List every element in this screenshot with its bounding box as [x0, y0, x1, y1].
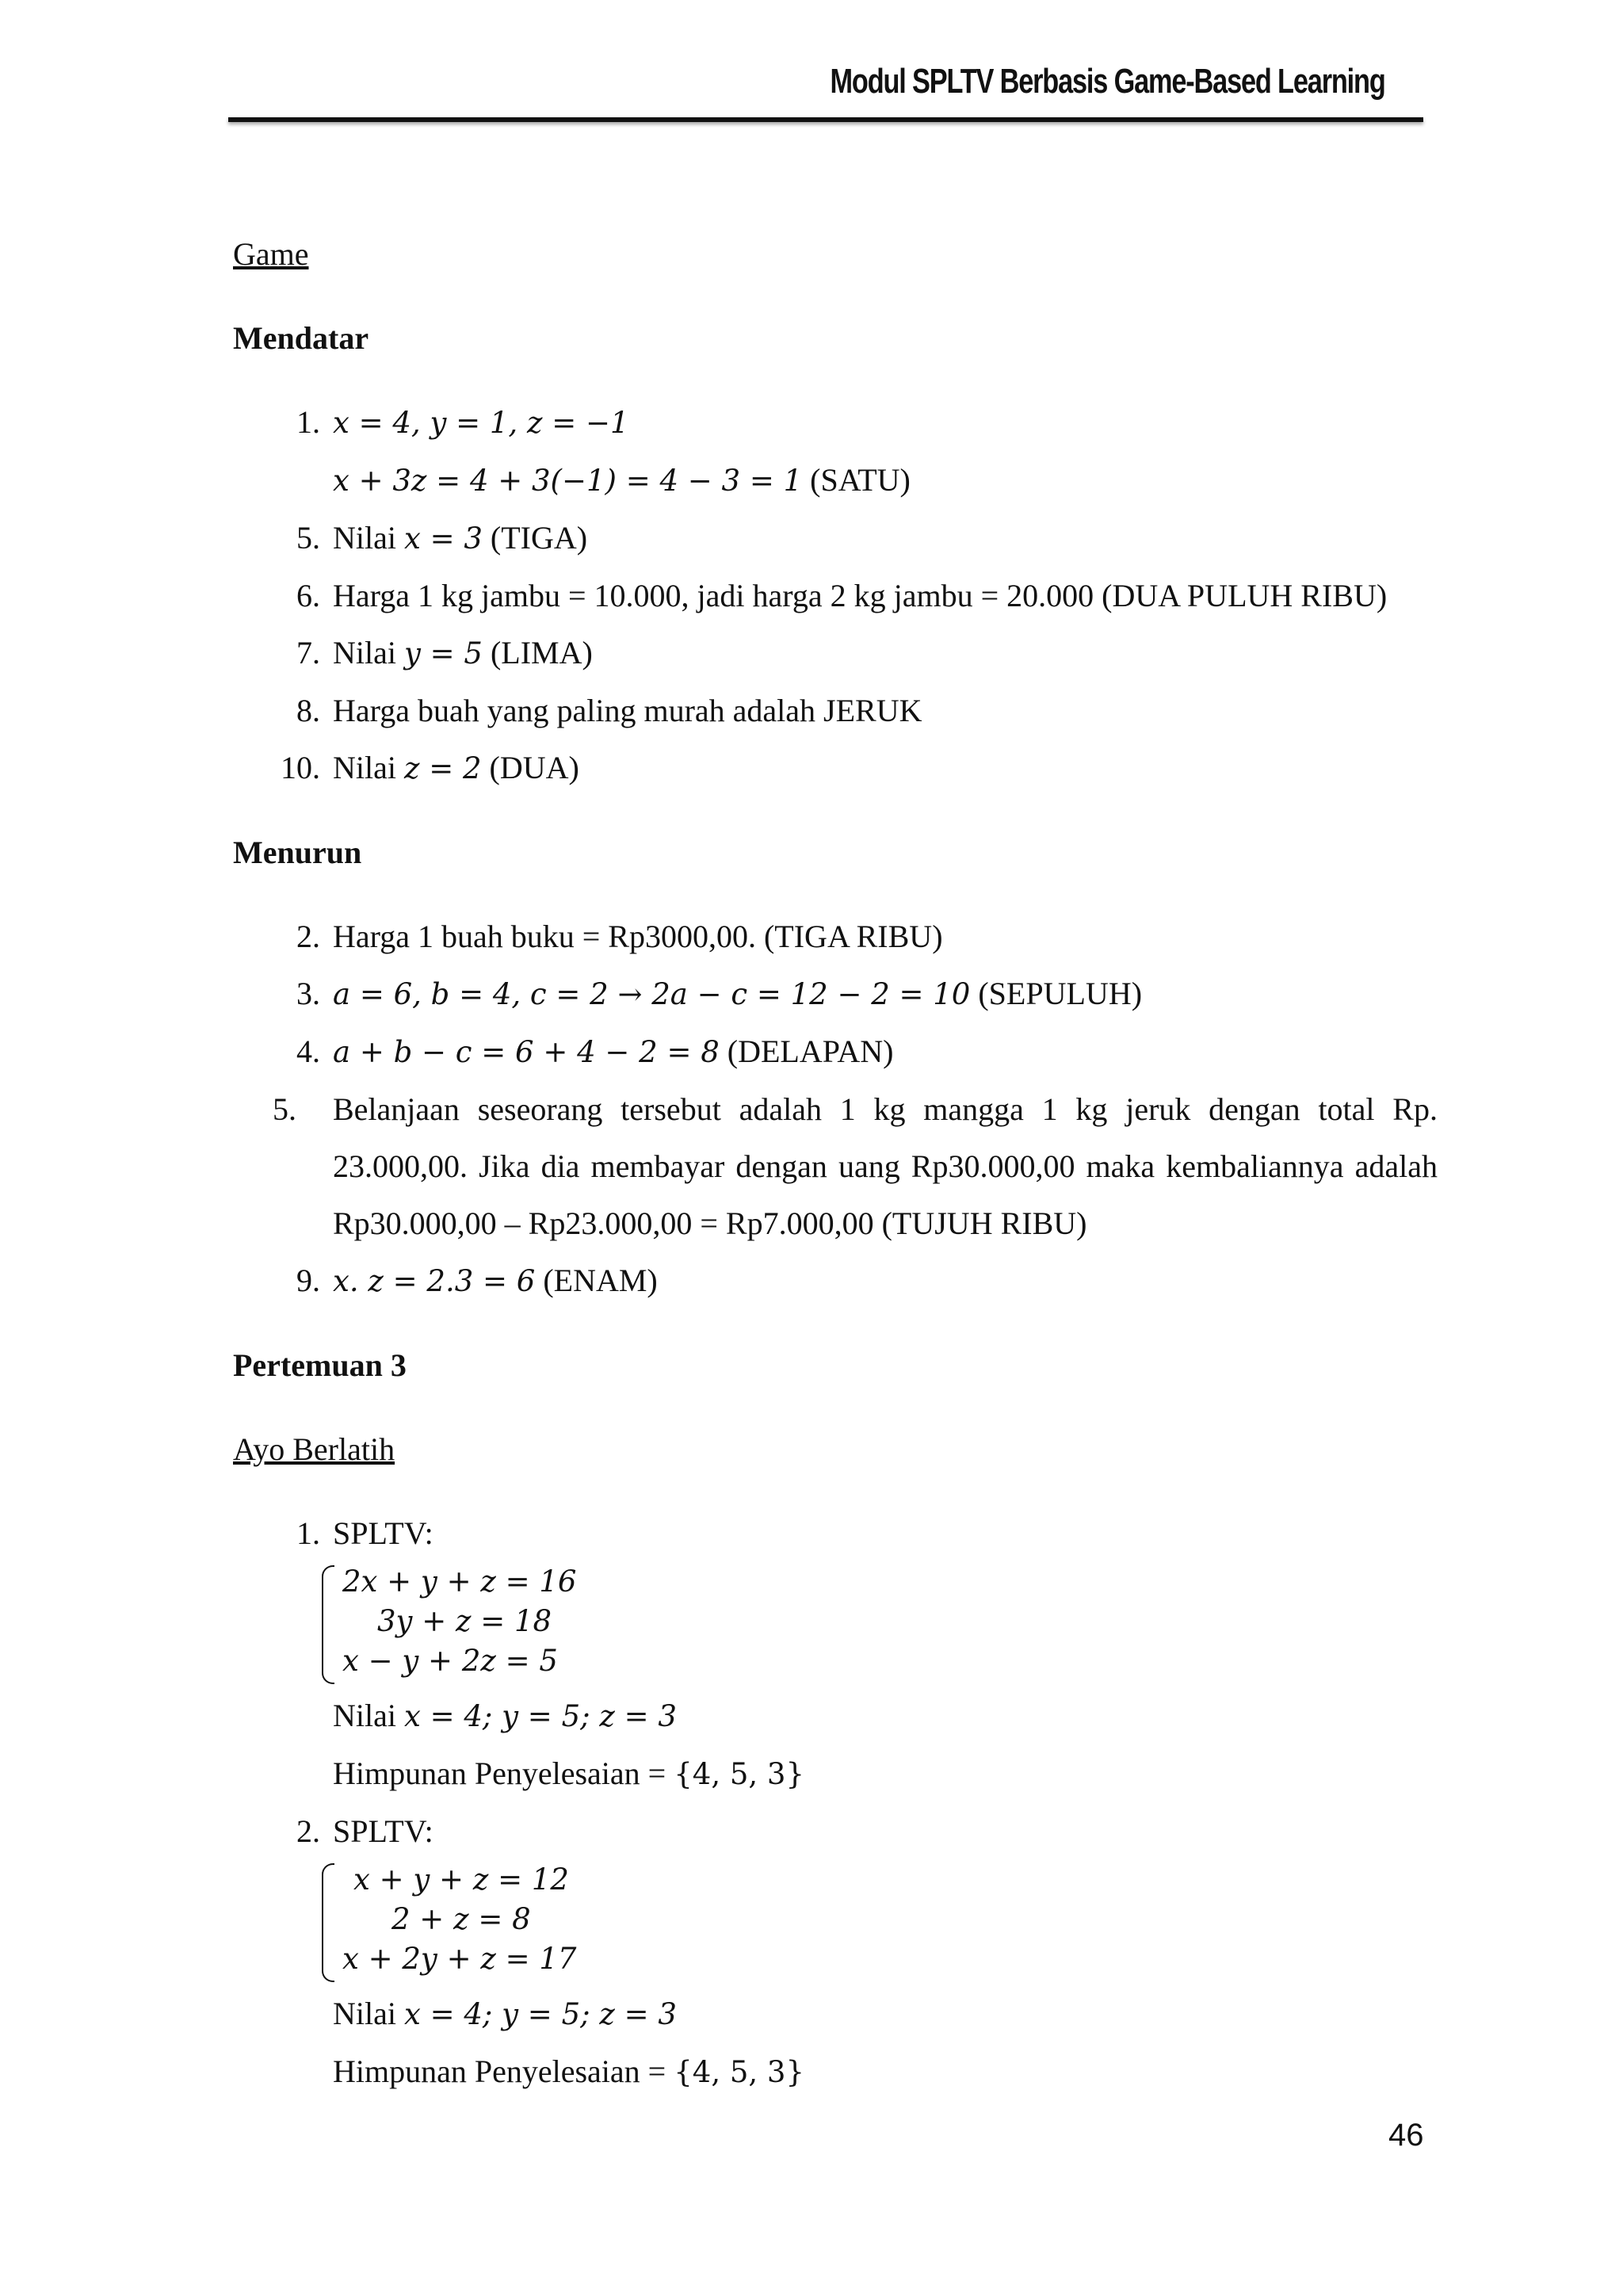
problem-label: SPLTV: [333, 1515, 433, 1551]
item-text: Harga 1 buah buku = Rp3000,00. (TIGA RIBU) [333, 919, 943, 954]
item-text: Belanjaan seseorang tersebut adalah 1 kg mangga 1 kg jeruk dengan total Rp. 23.000,00. Jika dia membayar dengan uang Rp30.000,00 maka kembaliannya adalah Rp30.000,00 – Rp23.000,00 = Rp7.000,00 (TUJUH RIBU) [333, 1091, 1438, 1241]
equation-row: x − y + 2z = 5 [342, 1644, 558, 1678]
problem-item [233, 1505, 1438, 1803]
item-text: Harga 1 kg jambu = 10.000, jadi harga 2 kg jambu = 20.000 (DUA PULUH RIBU) [333, 578, 1388, 613]
math-expression: x + 3z = 4 + 3(−1) = 4 − 3 = 1 [333, 464, 803, 498]
equation-row: x + y + z = 12 [353, 1862, 569, 1897]
list-item [233, 625, 1438, 682]
solution-set: {4, 5, 3} [674, 1757, 804, 1791]
list-item [233, 739, 1438, 797]
math-expression: x = 3 [403, 521, 483, 556]
answer-note: (SEPULUH) [970, 976, 1143, 1011]
list-item [233, 908, 1438, 965]
running-header: Modul SPLTV Berbasis Game-Based Learning [830, 62, 1385, 101]
nilai-label: Nilai [333, 1698, 404, 1733]
list-item [233, 567, 1438, 625]
list-item [233, 682, 1438, 739]
math-expression: z = 2 [403, 751, 482, 785]
list-item [233, 1252, 1438, 1310]
math-expression: x = 4, y = 1, z = −1 [333, 406, 629, 440]
item-number: 1. [296, 404, 320, 440]
item-number: 9. [296, 1263, 320, 1298]
item-text: Nilai [333, 520, 404, 556]
list-item [233, 965, 1438, 1023]
menurun-heading: Menurun [233, 835, 362, 870]
item-text: Harga buah yang paling murah adalah JERUK [333, 693, 922, 728]
equation-system [333, 1562, 1438, 1681]
item-number: 8. [296, 693, 320, 728]
list-item [233, 1081, 1438, 1252]
mendatar-list [233, 394, 1438, 797]
solution-set: {4, 5, 3} [674, 2055, 804, 2089]
item-number: 2. [296, 919, 320, 954]
solution-set-label: Himpunan Penyelesaian = [333, 2053, 674, 2089]
page-number: 46 [1388, 2118, 1424, 2153]
equation-row: 3y + z = 18 [377, 1604, 552, 1638]
item-number: 5. [273, 1091, 296, 1127]
item-text: Nilai [333, 750, 404, 785]
problem-label: SPLTV: [333, 1813, 433, 1849]
answer-note: (DUA) [481, 750, 579, 785]
item-number: 6. [296, 578, 320, 613]
answer-note: (ENAM) [535, 1263, 658, 1298]
item-number: 3. [296, 976, 320, 1011]
left-brace [322, 1863, 334, 1982]
ayo-berlatih-heading: Ayo Berlatih [233, 1431, 395, 1467]
item-number: 5. [296, 520, 320, 556]
math-expression: a + b − c = 6 + 4 − 2 = 8 [333, 1035, 720, 1069]
list-item [233, 510, 1438, 567]
item-number: 4. [296, 1033, 320, 1069]
header-rule [228, 117, 1423, 122]
equation-system [333, 1860, 1438, 1979]
item-number: 10. [281, 750, 320, 785]
math-expression: a = 6, b = 4, c = 2 → 2a − c = 12 − 2 = 10 [333, 977, 971, 1011]
answer-note: (LIMA) [482, 635, 593, 670]
mendatar-heading: Mendatar [233, 320, 369, 356]
list-item [233, 394, 1438, 510]
answer-note: (TIGA) [482, 520, 588, 556]
item-number: 7. [296, 635, 320, 670]
problem-item [233, 1803, 1438, 2101]
problem-list [233, 1505, 1438, 2101]
menurun-list [233, 908, 1438, 1310]
item-number: 2. [296, 1813, 320, 1849]
solution-values: x = 4; y = 5; z = 3 [403, 1997, 677, 2031]
nilai-label: Nilai [333, 1996, 404, 2031]
answer-note: (DELAPAN) [719, 1033, 894, 1069]
game-heading: Game [233, 236, 309, 272]
math-expression: y = 5 [403, 636, 483, 670]
item-number: 1. [296, 1515, 320, 1551]
equation-row: 2x + y + z = 16 [342, 1564, 577, 1599]
item-text: Nilai [333, 635, 404, 670]
page-content [233, 226, 1438, 2101]
pertemuan-heading: Pertemuan 3 [233, 1347, 407, 1383]
equation-row: x + 2y + z = 17 [342, 1942, 577, 1976]
left-brace [322, 1565, 334, 1684]
answer-note: (SATU) [802, 462, 911, 498]
math-expression: x. z = 2.3 = 6 [333, 1264, 536, 1298]
solution-values: x = 4; y = 5; z = 3 [403, 1699, 677, 1733]
solution-set-label: Himpunan Penyelesaian = [333, 1755, 674, 1791]
list-item [233, 1023, 1438, 1081]
equation-row: 2 + z = 8 [391, 1902, 531, 1936]
